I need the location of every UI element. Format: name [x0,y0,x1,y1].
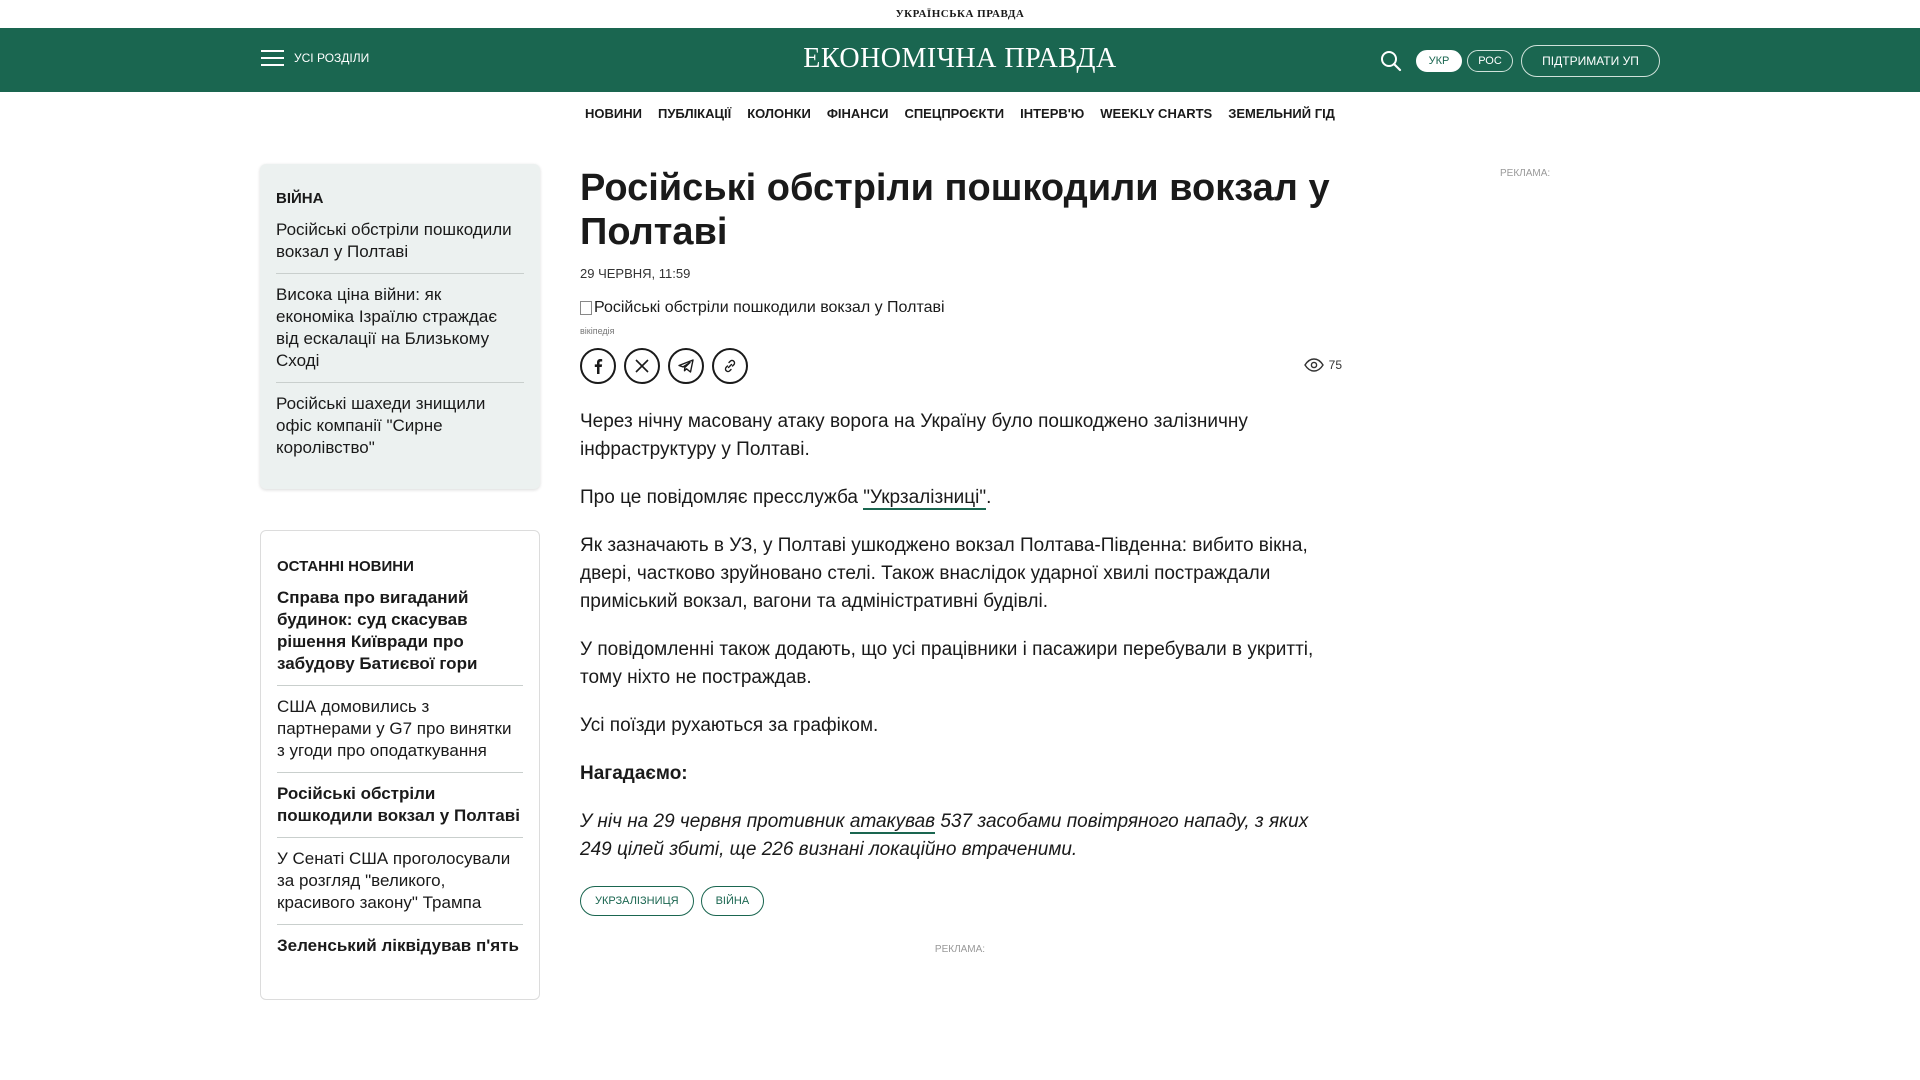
main-nav [0,92,1920,134]
war-news-item[interactable]: Російські обстріли пошкодили вокзал у Полтаві [276,219,524,274]
latest-news-item[interactable]: У Сенаті США проголосували за розгляд "великого, красивого закону" Трампа [277,848,523,925]
facebook-share-icon[interactable] [580,348,616,384]
search-icon[interactable] [1380,50,1402,72]
ad-label-right: РЕКЛАМА: [1500,168,1551,179]
lang-ros-button[interactable]: РОС [1467,50,1513,72]
nav-item-weekly-charts[interactable]: WEEKLY CHARTS [1100,105,1213,121]
view-count [1304,358,1342,372]
article-headline: Російські обстріли пошкодили вокзал у Полтаві [580,167,1330,253]
view-count-value: 75 [1328,358,1342,372]
top-strip [0,0,1920,28]
nav-item-news[interactable]: НОВИНИ [585,105,642,121]
ukrzaliznytsia-link[interactable]: "Укрзалізниці" [863,487,987,508]
war-news-item[interactable]: Російські шахеди знищили офіс компанії "Сирне королівство" [276,394,486,457]
support-button[interactable]: ПІДТРИМАТИ УП [1521,45,1660,77]
article-tags [580,886,1342,916]
war-news-item[interactable]: Висока ціна війни: як економіка Ізраїлю страждає від ескалації на Близькому Сході [276,284,524,383]
article-paragraph: У ніч на 29 червня противник атакував 537 засобами повітряного нападу, з яких 249 цілей збиті, ще 226 визнані локаційно втраченими. [580,811,1309,860]
image-caption: вікіпедія [580,326,615,336]
latest-news-item[interactable]: Справа про вигаданий будинок: суд скасував рішення Київради про забудову Батиєвої гори [277,587,523,686]
article-paragraph: Про це повідомляє пресслужба "Укрзалізниці". [580,487,992,508]
article [580,164,1342,916]
latest-news-item[interactable]: США домовились з партнерами у G7 про винятки з угоди про оподаткування [277,696,523,773]
article-image-alt: Російські обстріли пошкодили вокзал у Полтаві [594,299,945,316]
article-paragraph: Як зазначають в УЗ, у Полтаві ушкоджено вокзал Полтава-Південна: вибито вікна, двері, частково зруйновано стелі. Також внаслідок ударної хвилі постраждали приміський вокзал, вагони та адміністративні будівлі. [580,535,1308,612]
article-paragraph: Усі поїзди рухаються за графіком. [580,715,879,736]
article-paragraph: Через нічну масовану атаку ворога на Україну було пошкоджено залізничну інфраструктуру у Полтаві. [580,411,1248,460]
nav-item-land-guide[interactable]: ЗЕМЕЛЬНИЙ ГІД [1228,105,1335,121]
all-sections-label: УСІ РОЗДІЛИ [294,51,370,65]
war-card-title[interactable]: ВІЙНА [276,190,324,207]
latest-news-item[interactable]: Російські обстріли пошкодили вокзал у Полтаві [277,783,523,838]
up-brand-link[interactable]: УКРАЇНСЬКА ПРАВДА [895,8,1025,20]
article-reminder-label: Нагадаємо: [580,763,688,784]
nav-item-columns[interactable]: КОЛОНКИ [747,105,811,121]
share-row [580,348,1342,386]
nav-item-finance[interactable]: ФІНАНСИ [826,105,889,121]
war-news-card [260,164,540,489]
article-date: 29 ЧЕРВНЯ, 11:59 [580,266,691,281]
lang-ukr-button[interactable]: УКР [1416,50,1462,72]
site-logo[interactable]: ЕКОНОМІЧНА ПРАВДА [803,43,1117,74]
article-paragraph: У повідомленні також додають, що усі працівники і пасажири перебували в укритті, тому ніхто не постраждав. [580,639,1314,688]
latest-news-item[interactable]: Зеленський ліквідував п'ять [277,936,519,955]
nav-item-special-projects[interactable]: СПЕЦПРОЄКТИ [904,105,1005,121]
broken-image-icon [580,301,592,315]
nav-item-publications[interactable]: ПУБЛІКАЦІЇ [658,105,732,121]
tag-ukrzaliznytsia[interactable]: УКРЗАЛІЗНИЦЯ [580,886,694,916]
telegram-share-icon[interactable] [668,348,704,384]
x-share-icon[interactable] [624,348,660,384]
eye-icon [1304,358,1324,372]
article-image [580,299,1342,317]
attacked-link[interactable]: атакував [849,811,936,832]
ad-label-bottom: РЕКЛАМА: [934,944,986,955]
site-header [0,28,1920,92]
latest-card-title: ОСТАННІ НОВИНИ [277,558,414,575]
tag-war[interactable]: ВІЙНА [701,886,765,916]
latest-news-card [260,530,540,1000]
nav-item-interviews[interactable]: ІНТЕРВ'Ю [1020,105,1085,121]
copy-link-icon[interactable] [712,348,748,384]
